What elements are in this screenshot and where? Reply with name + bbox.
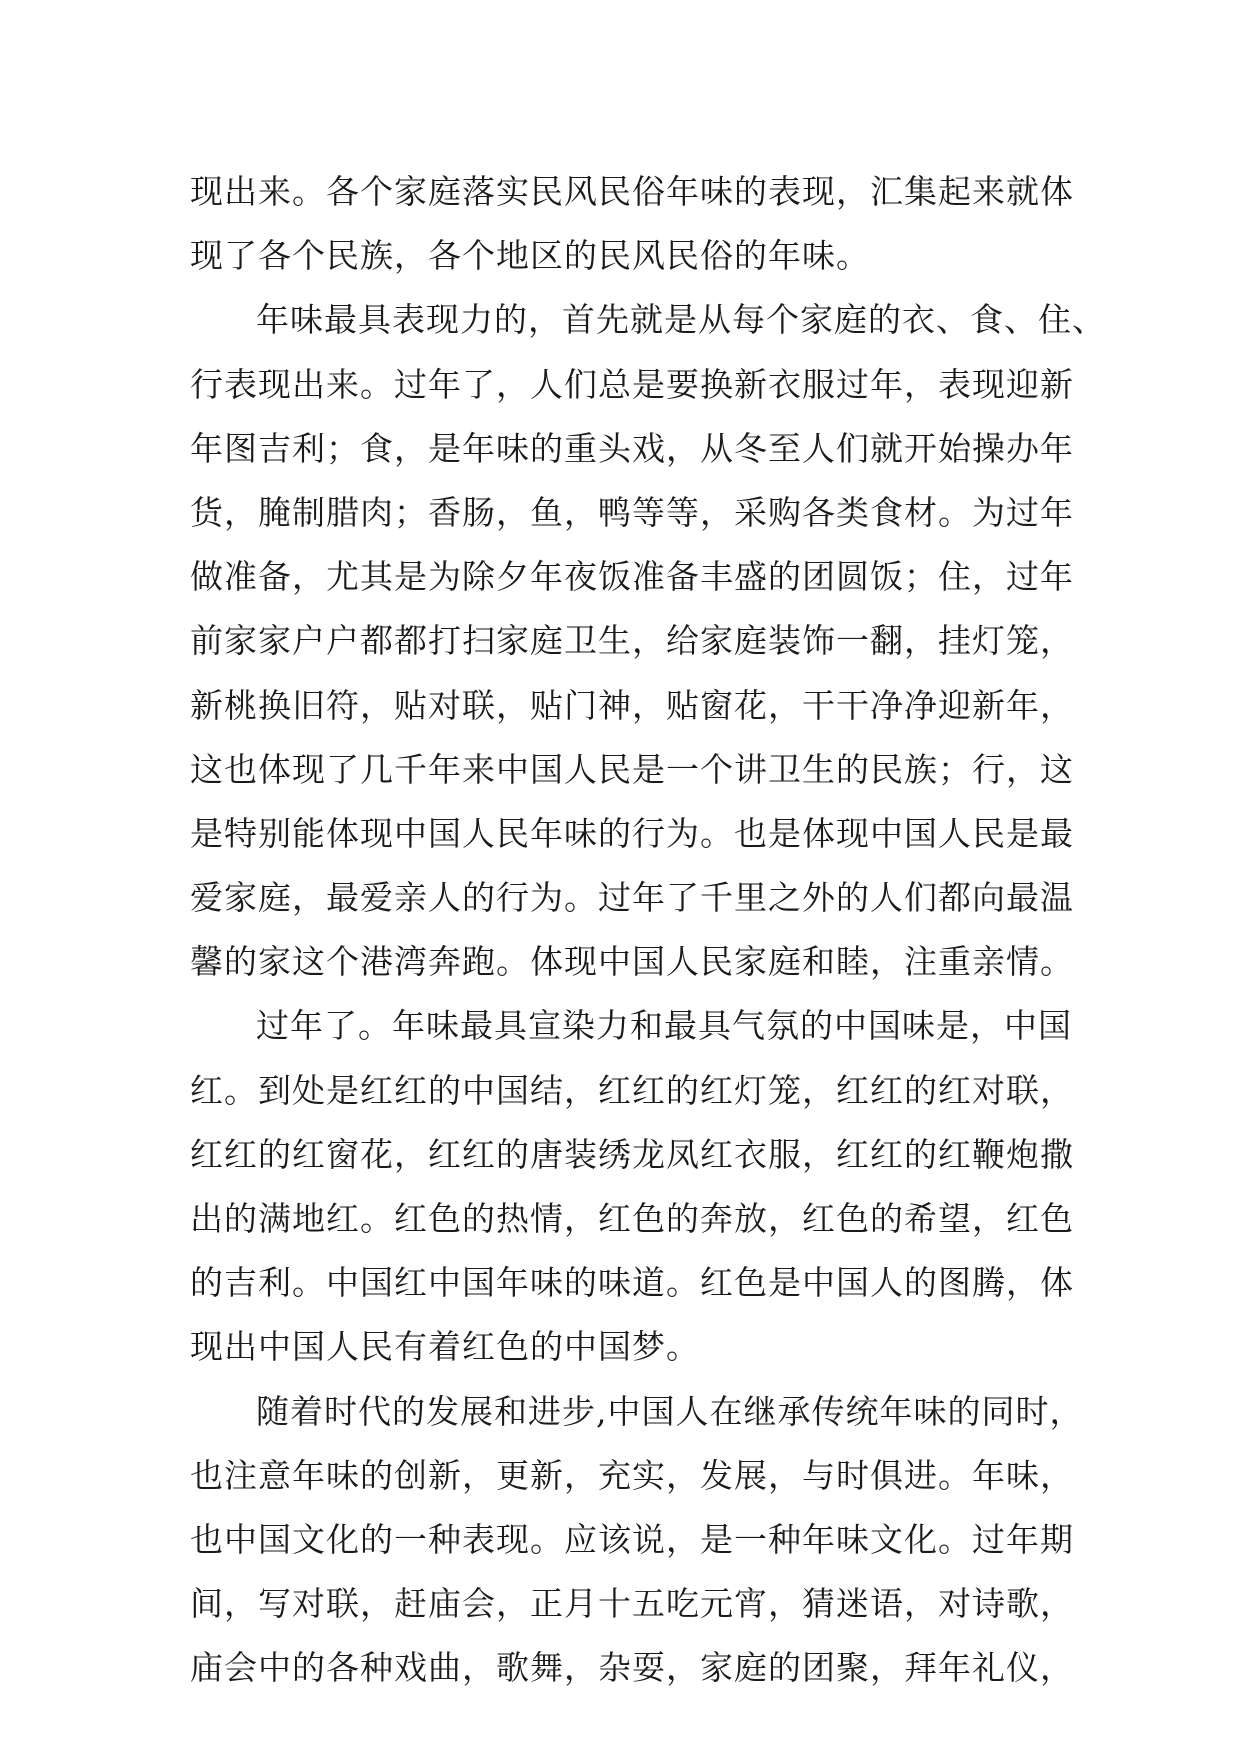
- text-line: 红红的红窗花，红红的唐装绣龙凤红衣服，红红的红鞭炮撒: [190, 1134, 1074, 1174]
- text-line: 的吉利。中国红中国年味的味道。红色是中国人的图腾，体: [190, 1263, 1074, 1303]
- text-line: 是特别能体现中国人民年味的行为。也是体现中国人民是最: [190, 813, 1074, 853]
- text-line: 也中国文化的一种表现。应该说，是一种年味文化。过年期: [190, 1519, 1074, 1559]
- text-line: 做准备，尤其是为除夕年夜饭准备丰盛的团圆饭；住，过年: [190, 557, 1074, 597]
- text-line: 庙会中的各种戏曲，歌舞，杂耍，家庭的团聚，拜年礼仪，: [190, 1648, 1074, 1688]
- text-line: 间，写对联，赶庙会，正月十五吃元宵，猜迷语，对诗歌，: [190, 1584, 1074, 1624]
- text-line: 新桃换旧符，贴对联，贴门神，贴窗花，干干净净迎新年，: [190, 685, 1074, 725]
- paragraph-start-line: 随着时代的发展和进步,中国人在继承传统年味的同时，: [256, 1391, 1084, 1431]
- text-line: 货，腌制腊肉；香肠，鱼，鸭等等，采购各类食材。为过年: [190, 492, 1074, 532]
- paragraph-start-line: 过年了。年味最具宣染力和最具气氛的中国味是，中国: [256, 1006, 1072, 1046]
- text-line: 红。到处是红红的中国结，红红的红灯笼，红红的红对联，: [190, 1070, 1074, 1110]
- body-text: [190, 160, 1106, 1701]
- text-line: 也注意年味的创新，更新，充实，发展，与时俱进。年味，: [190, 1455, 1074, 1495]
- text-line: 前家家户户都都打扫家庭卫生，给家庭装饰一翻，挂灯笼，: [190, 621, 1074, 661]
- text-line: 爱家庭，最爱亲人的行为。过年了千里之外的人们都向最温: [190, 878, 1074, 918]
- text-line: 年图吉利；食，是年味的重头戏，从冬至人们就开始操办年: [190, 428, 1074, 468]
- text-line: 出的满地红。红色的热情，红色的奔放，红色的希望，红色: [190, 1199, 1074, 1238]
- text-line: 行表现出来。过年了，人们总是要换新衣服过年，表现迎新: [190, 364, 1074, 404]
- text-line: 馨的家这个港湾奔跑。体现中国人民家庭和睦，注重亲情。: [190, 942, 1074, 982]
- paragraph-start-line: 年味最具表现力的，首先就是从每个家庭的衣、食、住、: [256, 300, 1106, 340]
- text-line: 现出中国人民有着红色的中国梦。: [190, 1327, 700, 1367]
- text-line: 这也体现了几千年来中国人民是一个讲卫生的民族；行，这: [190, 749, 1074, 789]
- text-line: 现出来。各个家庭落实民风民俗年味的表现，汇集起来就体: [190, 172, 1074, 211]
- text-line: 现了各个民族，各个地区的民风民俗的年味。: [190, 236, 870, 276]
